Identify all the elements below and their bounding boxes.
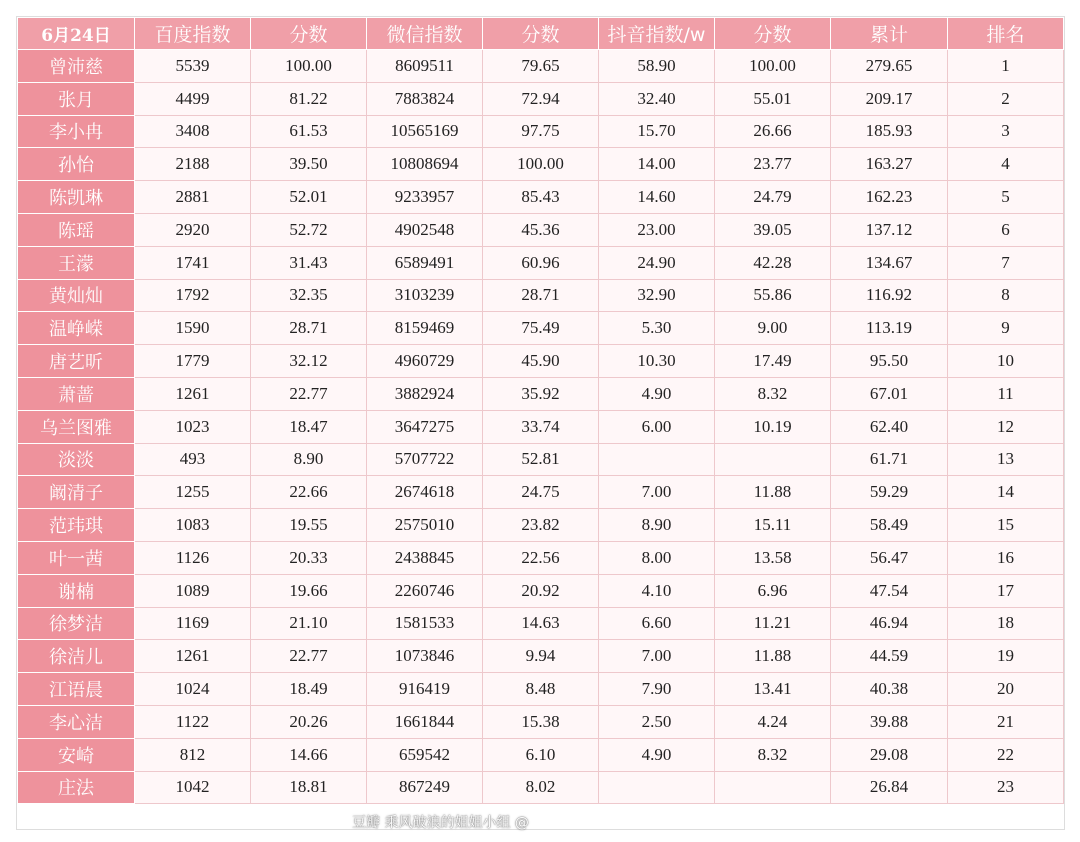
rank-cell: 1 xyxy=(948,50,1064,83)
wechat-index-cell: 5707722 xyxy=(367,443,483,476)
total-cell: 61.71 xyxy=(831,443,948,476)
wechat-score-cell: 22.56 xyxy=(483,541,599,574)
wechat-score-cell: 15.38 xyxy=(483,705,599,738)
total-cell: 29.08 xyxy=(831,738,948,771)
table-row xyxy=(18,673,1064,706)
douyin-index-cell: 14.00 xyxy=(599,148,715,181)
baidu-index-cell: 2881 xyxy=(135,181,251,214)
header-row xyxy=(18,18,1064,50)
rank-cell: 14 xyxy=(948,476,1064,509)
total-cell: 39.88 xyxy=(831,705,948,738)
baidu-score-cell: 61.53 xyxy=(251,115,367,148)
wechat-index-cell: 659542 xyxy=(367,738,483,771)
wechat-index-cell: 9233957 xyxy=(367,181,483,214)
baidu-index-cell: 1779 xyxy=(135,345,251,378)
baidu-score-cell: 81.22 xyxy=(251,82,367,115)
baidu-score-cell: 100.00 xyxy=(251,50,367,83)
wechat-index-cell: 10808694 xyxy=(367,148,483,181)
baidu-score-cell: 22.77 xyxy=(251,640,367,673)
douyin-score-cell: 11.88 xyxy=(715,640,831,673)
baidu-index-cell: 812 xyxy=(135,738,251,771)
douyin-index-header: 抖音指数/w xyxy=(599,18,715,50)
douyin-score-cell: 4.24 xyxy=(715,705,831,738)
table-row xyxy=(18,213,1064,246)
total-cell: 116.92 xyxy=(831,279,948,312)
total-cell: 137.12 xyxy=(831,213,948,246)
total-cell: 26.84 xyxy=(831,771,948,804)
wechat-index-cell: 4960729 xyxy=(367,345,483,378)
wechat-score-cell: 9.94 xyxy=(483,640,599,673)
douyin-index-cell: 32.40 xyxy=(599,82,715,115)
wechat-score-cell: 79.65 xyxy=(483,50,599,83)
baidu-score-cell: 18.81 xyxy=(251,771,367,804)
douyin-score-cell: 39.05 xyxy=(715,213,831,246)
baidu-index-cell: 3408 xyxy=(135,115,251,148)
date-header: 6月24日 xyxy=(18,18,135,50)
douyin-score-cell: 55.86 xyxy=(715,279,831,312)
baidu-index-cell: 1261 xyxy=(135,377,251,410)
wechat-index-cell: 2674618 xyxy=(367,476,483,509)
douyin-index-cell: 7.00 xyxy=(599,476,715,509)
name-cell: 李心洁 xyxy=(18,705,135,738)
douyin-score-cell: 17.49 xyxy=(715,345,831,378)
name-cell: 黄灿灿 xyxy=(18,279,135,312)
rank-cell: 9 xyxy=(948,312,1064,345)
name-cell: 安崎 xyxy=(18,738,135,771)
total-header: 累计 xyxy=(831,18,948,50)
rank-cell: 22 xyxy=(948,738,1064,771)
baidu-score-cell: 22.66 xyxy=(251,476,367,509)
baidu-score-cell: 21.10 xyxy=(251,607,367,640)
douyin-score-cell: 100.00 xyxy=(715,50,831,83)
rank-cell: 20 xyxy=(948,673,1064,706)
baidu-index-cell: 2188 xyxy=(135,148,251,181)
spreadsheet xyxy=(16,16,1065,830)
baidu-index-cell: 1024 xyxy=(135,673,251,706)
rank-cell: 8 xyxy=(948,279,1064,312)
wechat-index-cell: 2575010 xyxy=(367,509,483,542)
douyin-index-cell: 58.90 xyxy=(599,50,715,83)
table-row xyxy=(18,476,1064,509)
wechat-index-cell: 3103239 xyxy=(367,279,483,312)
douyin-index-cell: 4.90 xyxy=(599,738,715,771)
baidu-score-cell: 20.33 xyxy=(251,541,367,574)
baidu-index-cell: 4499 xyxy=(135,82,251,115)
baidu-score-cell: 32.35 xyxy=(251,279,367,312)
wechat-score-cell: 6.10 xyxy=(483,738,599,771)
douyin-score-cell: 13.41 xyxy=(715,673,831,706)
name-cell: 徐梦洁 xyxy=(18,607,135,640)
total-cell: 58.49 xyxy=(831,509,948,542)
wechat-index-cell: 1661844 xyxy=(367,705,483,738)
rank-cell: 4 xyxy=(948,148,1064,181)
douyin-index-cell: 7.90 xyxy=(599,673,715,706)
baidu-score-cell: 18.49 xyxy=(251,673,367,706)
rank-cell: 18 xyxy=(948,607,1064,640)
table-row xyxy=(18,345,1064,378)
watermark: 豆瓣 乘风破浪的姐姐小组 @ xyxy=(352,815,529,831)
douyin-index-cell xyxy=(599,771,715,804)
total-cell: 40.38 xyxy=(831,673,948,706)
douyin-index-cell xyxy=(599,443,715,476)
total-cell: 209.17 xyxy=(831,82,948,115)
table-row xyxy=(18,574,1064,607)
douyin-index-cell: 6.00 xyxy=(599,410,715,443)
table-row xyxy=(18,443,1064,476)
wechat-score-cell: 23.82 xyxy=(483,509,599,542)
name-cell: 谢楠 xyxy=(18,574,135,607)
rank-cell: 17 xyxy=(948,574,1064,607)
table-body xyxy=(18,50,1064,804)
total-cell: 62.40 xyxy=(831,410,948,443)
douyin-score-cell: 6.96 xyxy=(715,574,831,607)
name-cell: 范玮琪 xyxy=(18,509,135,542)
wechat-score-cell: 35.92 xyxy=(483,377,599,410)
baidu-index-cell: 5539 xyxy=(135,50,251,83)
baidu-score-cell: 19.55 xyxy=(251,509,367,542)
wechat-index-header: 微信指数 xyxy=(367,18,483,50)
rank-cell: 19 xyxy=(948,640,1064,673)
rank-cell: 5 xyxy=(948,181,1064,214)
total-cell: 56.47 xyxy=(831,541,948,574)
table-row xyxy=(18,705,1064,738)
baidu-index-cell: 1169 xyxy=(135,607,251,640)
name-cell: 叶一茜 xyxy=(18,541,135,574)
rank-cell: 11 xyxy=(948,377,1064,410)
total-cell: 67.01 xyxy=(831,377,948,410)
douyin-score-cell: 42.28 xyxy=(715,246,831,279)
douyin-index-cell: 24.90 xyxy=(599,246,715,279)
baidu-score-cell: 28.71 xyxy=(251,312,367,345)
total-cell: 163.27 xyxy=(831,148,948,181)
wechat-index-cell: 4902548 xyxy=(367,213,483,246)
wechat-score-cell: 85.43 xyxy=(483,181,599,214)
wechat-index-cell: 8159469 xyxy=(367,312,483,345)
name-cell: 王濛 xyxy=(18,246,135,279)
douyin-score-header: 分数 xyxy=(715,18,831,50)
douyin-index-cell: 7.00 xyxy=(599,640,715,673)
douyin-index-cell: 5.30 xyxy=(599,312,715,345)
douyin-index-cell: 15.70 xyxy=(599,115,715,148)
total-cell: 113.19 xyxy=(831,312,948,345)
table-row xyxy=(18,771,1064,804)
name-cell: 陈凯琳 xyxy=(18,181,135,214)
wechat-score-cell: 52.81 xyxy=(483,443,599,476)
baidu-score-cell: 19.66 xyxy=(251,574,367,607)
baidu-index-cell: 493 xyxy=(135,443,251,476)
douyin-score-cell: 8.32 xyxy=(715,738,831,771)
baidu-score-header: 分数 xyxy=(251,18,367,50)
douyin-score-cell: 9.00 xyxy=(715,312,831,345)
baidu-index-cell: 1122 xyxy=(135,705,251,738)
wechat-index-cell: 2438845 xyxy=(367,541,483,574)
rank-cell: 3 xyxy=(948,115,1064,148)
name-cell: 李小冉 xyxy=(18,115,135,148)
table-row xyxy=(18,246,1064,279)
baidu-index-cell: 1255 xyxy=(135,476,251,509)
rank-cell: 21 xyxy=(948,705,1064,738)
name-cell: 孙怡 xyxy=(18,148,135,181)
wechat-score-cell: 45.36 xyxy=(483,213,599,246)
wechat-index-cell: 7883824 xyxy=(367,82,483,115)
name-cell: 张月 xyxy=(18,82,135,115)
wechat-index-cell: 6589491 xyxy=(367,246,483,279)
total-cell: 279.65 xyxy=(831,50,948,83)
rank-cell: 7 xyxy=(948,246,1064,279)
name-cell: 徐洁儿 xyxy=(18,640,135,673)
name-cell: 阚清子 xyxy=(18,476,135,509)
table-row xyxy=(18,509,1064,542)
wechat-score-cell: 8.02 xyxy=(483,771,599,804)
wechat-index-cell: 867249 xyxy=(367,771,483,804)
wechat-index-cell: 916419 xyxy=(367,673,483,706)
rank-cell: 16 xyxy=(948,541,1064,574)
douyin-score-cell: 15.11 xyxy=(715,509,831,542)
rank-cell: 23 xyxy=(948,771,1064,804)
douyin-score-cell xyxy=(715,443,831,476)
wechat-score-cell: 14.63 xyxy=(483,607,599,640)
wechat-score-cell: 97.75 xyxy=(483,115,599,148)
wechat-score-cell: 8.48 xyxy=(483,673,599,706)
douyin-index-cell: 2.50 xyxy=(599,705,715,738)
wechat-score-cell: 28.71 xyxy=(483,279,599,312)
douyin-score-cell: 10.19 xyxy=(715,410,831,443)
wechat-index-cell: 1073846 xyxy=(367,640,483,673)
baidu-index-cell: 1590 xyxy=(135,312,251,345)
douyin-index-cell: 6.60 xyxy=(599,607,715,640)
table-row xyxy=(18,738,1064,771)
name-cell: 庄法 xyxy=(18,771,135,804)
baidu-index-cell: 2920 xyxy=(135,213,251,246)
wechat-index-cell: 10565169 xyxy=(367,115,483,148)
table-row xyxy=(18,607,1064,640)
douyin-index-cell: 8.90 xyxy=(599,509,715,542)
baidu-score-cell: 52.72 xyxy=(251,213,367,246)
douyin-score-cell: 26.66 xyxy=(715,115,831,148)
table-row xyxy=(18,410,1064,443)
ranking-table xyxy=(17,17,1064,804)
baidu-index-header: 百度指数 xyxy=(135,18,251,50)
wechat-score-cell: 20.92 xyxy=(483,574,599,607)
wechat-score-cell: 100.00 xyxy=(483,148,599,181)
baidu-score-cell: 20.26 xyxy=(251,705,367,738)
wechat-score-cell: 72.94 xyxy=(483,82,599,115)
baidu-score-cell: 22.77 xyxy=(251,377,367,410)
baidu-index-cell: 1023 xyxy=(135,410,251,443)
rank-cell: 10 xyxy=(948,345,1064,378)
douyin-index-cell: 8.00 xyxy=(599,541,715,574)
douyin-score-cell: 55.01 xyxy=(715,82,831,115)
rank-header: 排名 xyxy=(948,18,1064,50)
name-cell: 萧蔷 xyxy=(18,377,135,410)
baidu-score-cell: 31.43 xyxy=(251,246,367,279)
wechat-index-cell: 1581533 xyxy=(367,607,483,640)
baidu-index-cell: 1089 xyxy=(135,574,251,607)
name-cell: 温峥嵘 xyxy=(18,312,135,345)
baidu-index-cell: 1083 xyxy=(135,509,251,542)
table-row xyxy=(18,541,1064,574)
total-cell: 162.23 xyxy=(831,181,948,214)
name-cell: 乌兰图雅 xyxy=(18,410,135,443)
wechat-score-cell: 45.90 xyxy=(483,345,599,378)
table-row xyxy=(18,148,1064,181)
douyin-index-cell: 32.90 xyxy=(599,279,715,312)
douyin-score-cell xyxy=(715,771,831,804)
total-cell: 47.54 xyxy=(831,574,948,607)
baidu-index-cell: 1042 xyxy=(135,771,251,804)
rank-cell: 12 xyxy=(948,410,1064,443)
total-cell: 46.94 xyxy=(831,607,948,640)
name-cell: 淡淡 xyxy=(18,443,135,476)
total-cell: 59.29 xyxy=(831,476,948,509)
douyin-score-cell: 24.79 xyxy=(715,181,831,214)
douyin-score-cell: 23.77 xyxy=(715,148,831,181)
baidu-score-cell: 52.01 xyxy=(251,181,367,214)
total-cell: 95.50 xyxy=(831,345,948,378)
name-cell: 江语晨 xyxy=(18,673,135,706)
douyin-score-cell: 8.32 xyxy=(715,377,831,410)
baidu-score-cell: 32.12 xyxy=(251,345,367,378)
name-cell: 曾沛慈 xyxy=(18,50,135,83)
wechat-index-cell: 2260746 xyxy=(367,574,483,607)
total-cell: 44.59 xyxy=(831,640,948,673)
wechat-score-header: 分数 xyxy=(483,18,599,50)
wechat-index-cell: 8609511 xyxy=(367,50,483,83)
total-cell: 134.67 xyxy=(831,246,948,279)
table-row xyxy=(18,82,1064,115)
name-cell: 唐艺昕 xyxy=(18,345,135,378)
wechat-index-cell: 3882924 xyxy=(367,377,483,410)
table-row xyxy=(18,50,1064,83)
baidu-score-cell: 8.90 xyxy=(251,443,367,476)
wechat-score-cell: 33.74 xyxy=(483,410,599,443)
wechat-score-cell: 60.96 xyxy=(483,246,599,279)
douyin-index-cell: 23.00 xyxy=(599,213,715,246)
rank-cell: 15 xyxy=(948,509,1064,542)
baidu-index-cell: 1792 xyxy=(135,279,251,312)
table-row xyxy=(18,640,1064,673)
baidu-score-cell: 39.50 xyxy=(251,148,367,181)
baidu-index-cell: 1741 xyxy=(135,246,251,279)
table-row xyxy=(18,115,1064,148)
baidu-index-cell: 1261 xyxy=(135,640,251,673)
douyin-index-cell: 10.30 xyxy=(599,345,715,378)
wechat-score-cell: 75.49 xyxy=(483,312,599,345)
wechat-score-cell: 24.75 xyxy=(483,476,599,509)
rank-cell: 13 xyxy=(948,443,1064,476)
rank-cell: 2 xyxy=(948,82,1064,115)
table-row xyxy=(18,312,1064,345)
douyin-score-cell: 11.88 xyxy=(715,476,831,509)
douyin-index-cell: 4.90 xyxy=(599,377,715,410)
table-row xyxy=(18,377,1064,410)
total-cell: 185.93 xyxy=(831,115,948,148)
douyin-index-cell: 14.60 xyxy=(599,181,715,214)
douyin-score-cell: 13.58 xyxy=(715,541,831,574)
baidu-score-cell: 18.47 xyxy=(251,410,367,443)
name-cell: 陈瑶 xyxy=(18,213,135,246)
wechat-index-cell: 3647275 xyxy=(367,410,483,443)
douyin-score-cell: 11.21 xyxy=(715,607,831,640)
baidu-score-cell: 14.66 xyxy=(251,738,367,771)
baidu-index-cell: 1126 xyxy=(135,541,251,574)
rank-cell: 6 xyxy=(948,213,1064,246)
table-row xyxy=(18,181,1064,214)
douyin-index-cell: 4.10 xyxy=(599,574,715,607)
table-row xyxy=(18,279,1064,312)
